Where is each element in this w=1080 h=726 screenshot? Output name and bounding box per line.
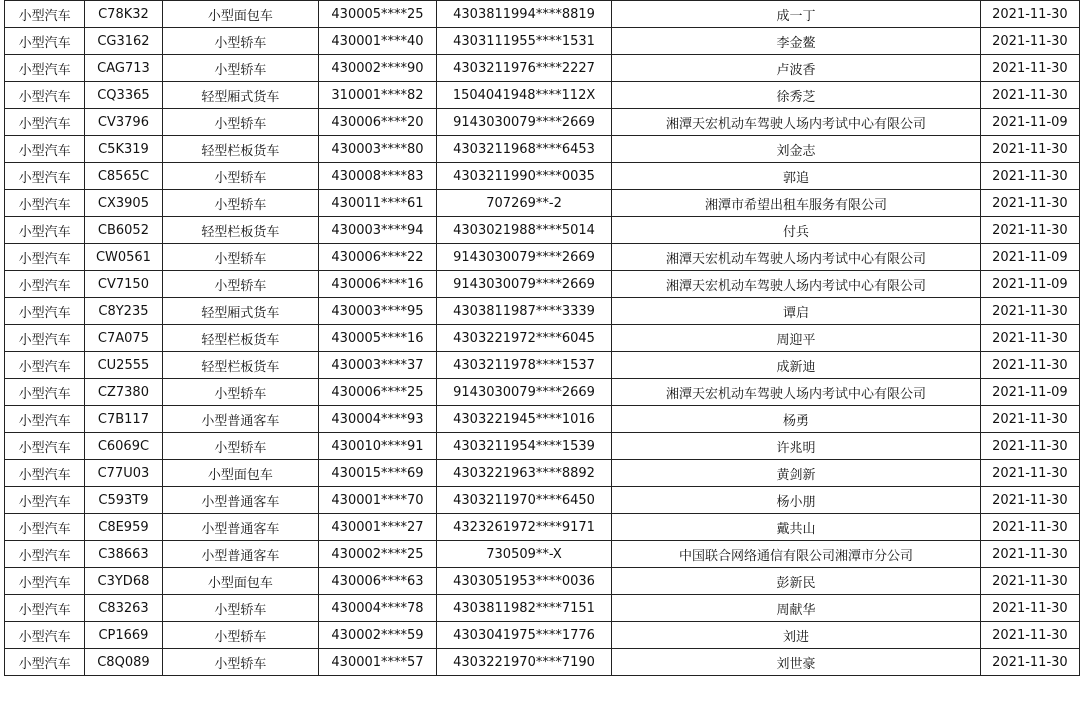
vehicle-record-table [4,0,1080,676]
date-cell: 2021-11-09 [980,379,1079,406]
owner-name-cell: 谭启 [612,298,981,325]
table-row [5,487,1080,514]
owner-name-cell: 刘进 [612,622,981,649]
owner-code-cell: 430011****61 [319,190,437,217]
date-cell: 2021-11-30 [980,136,1079,163]
plate-number-cell: CX3905 [85,190,162,217]
table-row [5,379,1080,406]
plate-number-cell: C78K32 [85,1,162,28]
table-row [5,514,1080,541]
date-cell: 2021-11-30 [980,352,1079,379]
date-cell: 2021-11-30 [980,568,1079,595]
owner-name-cell: 杨小朋 [612,487,981,514]
vehicle-type-cell: 小型轿车 [162,190,318,217]
owner-code-cell: 430002****59 [319,622,437,649]
vehicle-type-cell: 小型普通客车 [162,406,318,433]
plate-number-cell: C8Q089 [85,649,162,676]
owner-name-cell: 刘金志 [612,136,981,163]
plate-number-cell: CW0561 [85,244,162,271]
date-cell: 2021-11-30 [980,298,1079,325]
owner-name-cell: 周献华 [612,595,981,622]
plate-number-cell: C8Y235 [85,298,162,325]
owner-code-cell: 430003****94 [319,217,437,244]
table-row [5,55,1080,82]
vehicle-type-cell: 小型轿车 [162,595,318,622]
owner-id-cell: 4323261972****9171 [436,514,611,541]
table-row [5,244,1080,271]
vehicle-type-cell: 小型轿车 [162,649,318,676]
vehicle-category-cell: 小型汽车 [5,163,85,190]
vehicle-category-cell: 小型汽车 [5,217,85,244]
owner-name-cell: 杨勇 [612,406,981,433]
plate-number-cell: CAG713 [85,55,162,82]
date-cell: 2021-11-30 [980,622,1079,649]
vehicle-category-cell: 小型汽车 [5,190,85,217]
owner-id-cell: 707269**-2 [436,190,611,217]
vehicle-category-cell: 小型汽车 [5,406,85,433]
table-row [5,190,1080,217]
date-cell: 2021-11-30 [980,163,1079,190]
date-cell: 2021-11-30 [980,460,1079,487]
vehicle-type-cell: 小型普通客车 [162,541,318,568]
owner-name-cell: 卢波香 [612,55,981,82]
table-body [5,1,1080,676]
owner-code-cell: 430008****83 [319,163,437,190]
owner-code-cell: 430006****63 [319,568,437,595]
owner-code-cell: 430001****57 [319,649,437,676]
vehicle-category-cell: 小型汽车 [5,298,85,325]
owner-code-cell: 430015****69 [319,460,437,487]
owner-name-cell: 郭追 [612,163,981,190]
plate-number-cell: CP1669 [85,622,162,649]
owner-code-cell: 430006****16 [319,271,437,298]
vehicle-category-cell: 小型汽车 [5,1,85,28]
owner-code-cell: 430003****95 [319,298,437,325]
owner-id-cell: 4303811994****8819 [436,1,611,28]
plate-number-cell: C7A075 [85,325,162,352]
plate-number-cell: C83263 [85,595,162,622]
owner-name-cell: 黄剑新 [612,460,981,487]
owner-id-cell: 4303211968****6453 [436,136,611,163]
vehicle-type-cell: 小型面包车 [162,1,318,28]
vehicle-type-cell: 小型轿车 [162,379,318,406]
date-cell: 2021-11-30 [980,433,1079,460]
vehicle-type-cell: 轻型厢式货车 [162,82,318,109]
table-row [5,460,1080,487]
owner-id-cell: 4303811982****7151 [436,595,611,622]
owner-id-cell: 9143030079****2669 [436,271,611,298]
owner-code-cell: 430001****70 [319,487,437,514]
vehicle-type-cell: 轻型栏板货车 [162,352,318,379]
owner-code-cell: 430002****90 [319,55,437,82]
owner-name-cell: 徐秀芝 [612,82,981,109]
table-row [5,325,1080,352]
owner-code-cell: 430006****20 [319,109,437,136]
vehicle-category-cell: 小型汽车 [5,460,85,487]
plate-number-cell: C8565C [85,163,162,190]
owner-id-cell: 9143030079****2669 [436,379,611,406]
owner-id-cell: 4303021988****5014 [436,217,611,244]
vehicle-category-cell: 小型汽车 [5,109,85,136]
table-row [5,433,1080,460]
vehicle-type-cell: 轻型厢式货车 [162,298,318,325]
vehicle-type-cell: 小型轿车 [162,244,318,271]
table-row [5,28,1080,55]
table-row [5,541,1080,568]
owner-name-cell: 付兵 [612,217,981,244]
date-cell: 2021-11-30 [980,28,1079,55]
vehicle-type-cell: 小型轿车 [162,28,318,55]
date-cell: 2021-11-30 [980,514,1079,541]
owner-name-cell: 成一丁 [612,1,981,28]
owner-name-cell: 湘潭天宏机动车驾驶人场内考试中心有限公司 [612,271,981,298]
date-cell: 2021-11-09 [980,109,1079,136]
owner-code-cell: 430001****40 [319,28,437,55]
owner-code-cell: 430003****37 [319,352,437,379]
plate-number-cell: CV7150 [85,271,162,298]
vehicle-type-cell: 小型轿车 [162,271,318,298]
vehicle-category-cell: 小型汽车 [5,379,85,406]
vehicle-type-cell: 小型普通客车 [162,514,318,541]
table-row [5,217,1080,244]
vehicle-type-cell: 小型轿车 [162,433,318,460]
owner-name-cell: 湘潭天宏机动车驾驶人场内考试中心有限公司 [612,109,981,136]
vehicle-category-cell: 小型汽车 [5,649,85,676]
owner-id-cell: 4303211954****1539 [436,433,611,460]
table-row [5,649,1080,676]
owner-id-cell: 4303211976****2227 [436,55,611,82]
owner-id-cell: 730509**-X [436,541,611,568]
vehicle-type-cell: 小型轿车 [162,622,318,649]
vehicle-category-cell: 小型汽车 [5,541,85,568]
vehicle-category-cell: 小型汽车 [5,28,85,55]
owner-code-cell: 430002****25 [319,541,437,568]
owner-id-cell: 4303221963****8892 [436,460,611,487]
vehicle-type-cell: 小型轿车 [162,163,318,190]
date-cell: 2021-11-30 [980,1,1079,28]
plate-number-cell: C6069C [85,433,162,460]
table-row [5,595,1080,622]
table-row [5,406,1080,433]
vehicle-type-cell: 小型普通客车 [162,487,318,514]
owner-id-cell: 4303221945****1016 [436,406,611,433]
vehicle-category-cell: 小型汽车 [5,433,85,460]
vehicle-category-cell: 小型汽车 [5,136,85,163]
plate-number-cell: C3YD68 [85,568,162,595]
owner-code-cell: 430003****80 [319,136,437,163]
vehicle-type-cell: 小型面包车 [162,460,318,487]
owner-id-cell: 4303211990****0035 [436,163,611,190]
date-cell: 2021-11-30 [980,190,1079,217]
owner-name-cell: 湘潭天宏机动车驾驶人场内考试中心有限公司 [612,244,981,271]
owner-id-cell: 9143030079****2669 [436,109,611,136]
plate-number-cell: C77U03 [85,460,162,487]
owner-name-cell: 中国联合网络通信有限公司湘潭市分公司 [612,541,981,568]
table-row [5,568,1080,595]
table-row [5,163,1080,190]
plate-number-cell: C38663 [85,541,162,568]
date-cell: 2021-11-30 [980,406,1079,433]
vehicle-category-cell: 小型汽车 [5,487,85,514]
plate-number-cell: C593T9 [85,487,162,514]
owner-id-cell: 4303811987****3339 [436,298,611,325]
owner-name-cell: 戴共山 [612,514,981,541]
vehicle-category-cell: 小型汽车 [5,622,85,649]
owner-name-cell: 李金鳌 [612,28,981,55]
date-cell: 2021-11-30 [980,82,1079,109]
owner-code-cell: 430001****27 [319,514,437,541]
owner-id-cell: 4303221970****7190 [436,649,611,676]
owner-code-cell: 430004****93 [319,406,437,433]
table-row [5,298,1080,325]
owner-code-cell: 430005****25 [319,1,437,28]
table-row [5,1,1080,28]
plate-number-cell: CG3162 [85,28,162,55]
date-cell: 2021-11-30 [980,325,1079,352]
owner-name-cell: 彭新民 [612,568,981,595]
owner-name-cell: 周迎平 [612,325,981,352]
plate-number-cell: C5K319 [85,136,162,163]
vehicle-category-cell: 小型汽车 [5,55,85,82]
owner-code-cell: 430010****91 [319,433,437,460]
owner-id-cell: 1504041948****112X [436,82,611,109]
owner-id-cell: 4303041975****1776 [436,622,611,649]
vehicle-category-cell: 小型汽车 [5,325,85,352]
date-cell: 2021-11-30 [980,541,1079,568]
owner-id-cell: 4303221972****6045 [436,325,611,352]
owner-code-cell: 310001****82 [319,82,437,109]
vehicle-type-cell: 小型轿车 [162,109,318,136]
date-cell: 2021-11-30 [980,595,1079,622]
vehicle-category-cell: 小型汽车 [5,271,85,298]
plate-number-cell: C8E959 [85,514,162,541]
table-row [5,622,1080,649]
plate-number-cell: CB6052 [85,217,162,244]
date-cell: 2021-11-30 [980,649,1079,676]
owner-code-cell: 430004****78 [319,595,437,622]
table-row [5,136,1080,163]
owner-name-cell: 成新迪 [612,352,981,379]
vehicle-category-cell: 小型汽车 [5,568,85,595]
vehicle-category-cell: 小型汽车 [5,514,85,541]
vehicle-category-cell: 小型汽车 [5,82,85,109]
vehicle-type-cell: 轻型栏板货车 [162,325,318,352]
owner-code-cell: 430006****22 [319,244,437,271]
owner-id-cell: 4303211978****1537 [436,352,611,379]
date-cell: 2021-11-30 [980,487,1079,514]
date-cell: 2021-11-09 [980,244,1079,271]
plate-number-cell: CV3796 [85,109,162,136]
table-row [5,271,1080,298]
owner-name-cell: 湘潭市希望出租车服务有限公司 [612,190,981,217]
plate-number-cell: CU2555 [85,352,162,379]
vehicle-category-cell: 小型汽车 [5,244,85,271]
table-row [5,352,1080,379]
owner-id-cell: 9143030079****2669 [436,244,611,271]
plate-number-cell: CZ7380 [85,379,162,406]
owner-id-cell: 4303111955****1531 [436,28,611,55]
owner-id-cell: 4303051953****0036 [436,568,611,595]
owner-code-cell: 430006****25 [319,379,437,406]
plate-number-cell: C7B117 [85,406,162,433]
vehicle-type-cell: 小型面包车 [162,568,318,595]
owner-name-cell: 许兆明 [612,433,981,460]
vehicle-type-cell: 小型轿车 [162,55,318,82]
owner-code-cell: 430005****16 [319,325,437,352]
table-row [5,82,1080,109]
owner-id-cell: 4303211970****6450 [436,487,611,514]
date-cell: 2021-11-30 [980,217,1079,244]
vehicle-type-cell: 轻型栏板货车 [162,136,318,163]
owner-name-cell: 湘潭天宏机动车驾驶人场内考试中心有限公司 [612,379,981,406]
table-row [5,109,1080,136]
date-cell: 2021-11-09 [980,271,1079,298]
vehicle-type-cell: 轻型栏板货车 [162,217,318,244]
plate-number-cell: CQ3365 [85,82,162,109]
date-cell: 2021-11-30 [980,55,1079,82]
owner-name-cell: 刘世豪 [612,649,981,676]
vehicle-category-cell: 小型汽车 [5,352,85,379]
vehicle-category-cell: 小型汽车 [5,595,85,622]
